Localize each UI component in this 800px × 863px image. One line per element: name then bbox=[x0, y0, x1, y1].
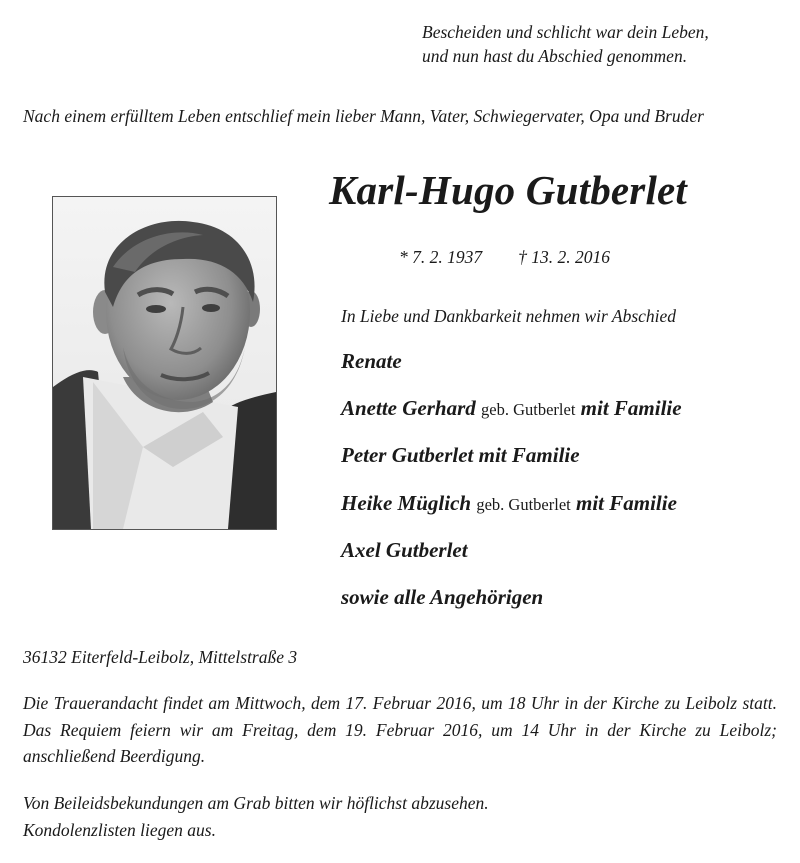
family-member-name: Anette Gerhard bbox=[341, 396, 476, 421]
family-member bbox=[341, 393, 781, 440]
service-info: Die Trauerandacht findet am Mittwoch, dem 17. Februar 2016, um 18 Uhr in der Kirche zu Leibolz statt. Das Requiem feiern wir am Freitag, dem 19. Februar 2016, um 14 Uhr in der Kirche zu Leibolz; anschließend Beerdigung. bbox=[23, 693, 777, 766]
death-date: † 13. 2. 2016 bbox=[518, 247, 610, 267]
family-member-suffix: mit Familie bbox=[580, 396, 682, 421]
family-member bbox=[341, 440, 781, 487]
intro-text: Nach einem erfülltem Leben entschlief mein lieber Mann, Vater, Schwiegervater, Opa und Bruder bbox=[23, 106, 704, 126]
address: 36132 Eiterfeld-Leibolz, Mittelstraße 3 bbox=[23, 647, 298, 667]
family-list bbox=[341, 346, 781, 629]
portrait-photo bbox=[52, 196, 277, 530]
family-member bbox=[341, 488, 781, 535]
life-dates bbox=[399, 245, 610, 269]
poem-line-2: und nun hast du Abschied genommen. bbox=[422, 46, 688, 66]
closing-note bbox=[23, 790, 777, 844]
family-member-name: sowie alle Angehörigen bbox=[341, 584, 544, 609]
family-member-name: Heike Müglich bbox=[341, 490, 472, 515]
poem-line-1: Bescheiden und schlicht war dein Leben, bbox=[422, 22, 709, 42]
family-member bbox=[341, 535, 781, 582]
family-member-name: Axel Gutberlet bbox=[341, 537, 468, 562]
poem bbox=[422, 20, 782, 68]
family-member-maiden: geb. Gutberlet bbox=[481, 400, 576, 420]
closing-line-1: Von Beileidsbekundungen am Grab bitten wir höflichst abzusehen. bbox=[23, 793, 489, 813]
deceased-name: Karl-Hugo Gutberlet bbox=[329, 167, 688, 213]
thanks-line: In Liebe und Dankbarkeit nehmen wir Abschied bbox=[341, 306, 677, 326]
family-member-maiden: geb. Gutberlet bbox=[476, 494, 571, 514]
portrait-image bbox=[53, 197, 276, 529]
closing-line-2: Kondolenzlisten liegen aus. bbox=[23, 820, 216, 840]
family-member-name: Peter Gutberlet mit Familie bbox=[341, 443, 580, 468]
family-member-suffix: mit Familie bbox=[575, 490, 677, 515]
birth-date: * 7. 2. 1937 bbox=[399, 247, 483, 267]
family-member bbox=[341, 582, 781, 629]
family-member bbox=[341, 346, 781, 393]
family-member-name: Renate bbox=[341, 349, 402, 373]
